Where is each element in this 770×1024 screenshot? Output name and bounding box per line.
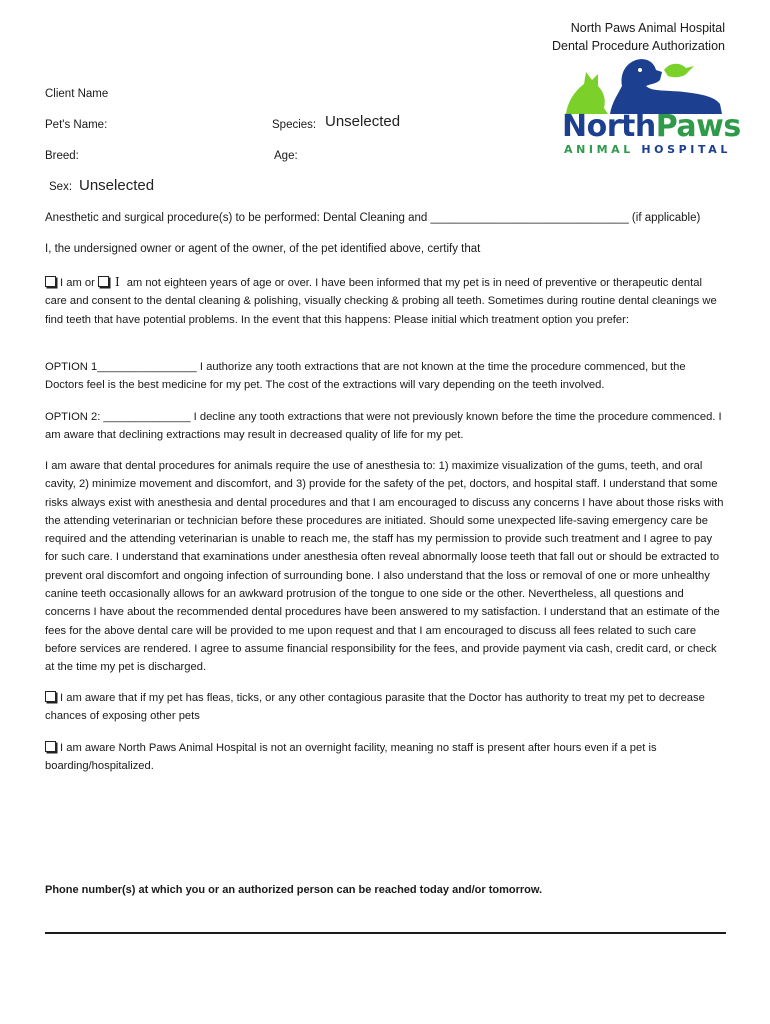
anesthesia-paragraph: I am aware that dental procedures for animals require the use of anesthesia to: 1) maximize visualization of the gums, teeth, and oral cavity, 2) minimize movement and discomfort, and 3) provide for the safety of the pet, doctors, and hospital staff. I understand that some risks always exist with anesthesia and dental procedures and that I am encouraged to discuss any concerns I have about those risks with the attending veterinarian or technician before these procedures are initiated. Should some unexpected life-saving emergency care be required and the attending veterinarian is unable to reach me, the staff has my permission to provide such treatment and I agree to pay for such care. I understand that examinations under anesthesia often reveal abnormally loose teeth that fall out or should be extracted to prevent oral discomfort and ongoing infection of surrounding bone. I also understand that the loss or removal of one or more unhealthy canine teeth occasionally allows for an awkward protrusion of the tongue to one side or the other. Nevertheless, all questions and concerns I have about the recommended dental procedures have been answered to my satisfaction. I understand that an estimate of the fees for the above dental care will be provided to me upon request and that I am encouraged to discuss all fees related to such care before services are rendered. I agree to assume financial responsibility for the fees, and provide payment via cash, credit card, or check at the time my pet is discharged. (45, 460, 724, 674)
brand-north: North (562, 109, 656, 144)
iam-b-label: I (114, 275, 120, 289)
iam-label: I am or (60, 277, 95, 289)
fleas-item (45, 689, 725, 726)
phone-label: Phone number(s) at which you or an authorized person can be reached today and/or tomorrow. (45, 884, 543, 896)
brand-hospital: HOSPITAL (641, 143, 731, 156)
brand-wordmark (562, 110, 741, 144)
cat-icon (566, 72, 608, 114)
bird-icon (664, 64, 694, 77)
hospital-name: North Paws Animal Hospital (570, 21, 725, 35)
overnight-item (45, 739, 725, 776)
option-2-paragraph: OPTION 2: ______________ I decline any tooth extractions that were not previously known before the time the procedure commenced. I am aware that declining extractions may result in decreased quality of life for my pet. (45, 411, 722, 442)
brand-animal: ANIMAL (564, 143, 634, 156)
pet-name-label: Pet's Name: (45, 119, 108, 131)
species-select[interactable]: Unselected (325, 113, 401, 130)
certify-line: I, the undersigned owner or agent of the owner, of the pet identified above, certify that (45, 243, 481, 255)
overnight-checkbox[interactable] (45, 741, 56, 752)
option-1-paragraph: OPTION 1________________ I authorize any tooth extractions that are not known at the time the procedure commenced, but the Doctors feel is the best medicine for my pet. The cost of the extractions will vary depending on the teeth involved. (45, 361, 686, 392)
dog-icon (610, 59, 722, 114)
age-label: Age: (274, 150, 298, 162)
adult-checkbox[interactable] (45, 276, 56, 287)
fleas-checkbox[interactable] (45, 691, 56, 702)
species-label: Species: (272, 119, 317, 131)
minor-checkbox[interactable] (98, 276, 109, 287)
brand-paws: Paws (655, 109, 741, 144)
phone-signature-line[interactable] (45, 932, 726, 934)
overnight-text: I am aware North Paws Animal Hospital is not an overnight facility, meaning no staff is present after hours even if a pet is boarding/hospitalized. (45, 742, 657, 773)
sex-label: Sex: (49, 181, 73, 193)
form-title: Dental Procedure Authorization (551, 39, 725, 53)
client-name-label: Client Name (45, 88, 109, 100)
sex-select[interactable]: Unselected (79, 177, 155, 194)
fleas-text: I am aware that if my pet has fleas, ticks, or any other contagious parasite that the Doctor has authority to treat my pet to decrease chances of exposing other pets (45, 692, 705, 723)
age-consent-paragraph (45, 273, 725, 329)
brand-subtitle (564, 143, 731, 156)
procedure-line: Anesthetic and surgical procedure(s) to be performed: Dental Cleaning and _______________________________ (if applicable) (45, 212, 701, 224)
eighteen-paragraph: am not eighteen years of age or over. I have been informed that my pet is in need of preventive or therapeutic dental care and consent to the dental cleaning & polishing, visually checking & probing all teeth. Sometimes during routine dental cleanings we find teeth that have potential problems. In the event that this happens: Please initial which treatment option you prefer: (45, 277, 717, 326)
breed-label: Breed: (45, 150, 79, 162)
